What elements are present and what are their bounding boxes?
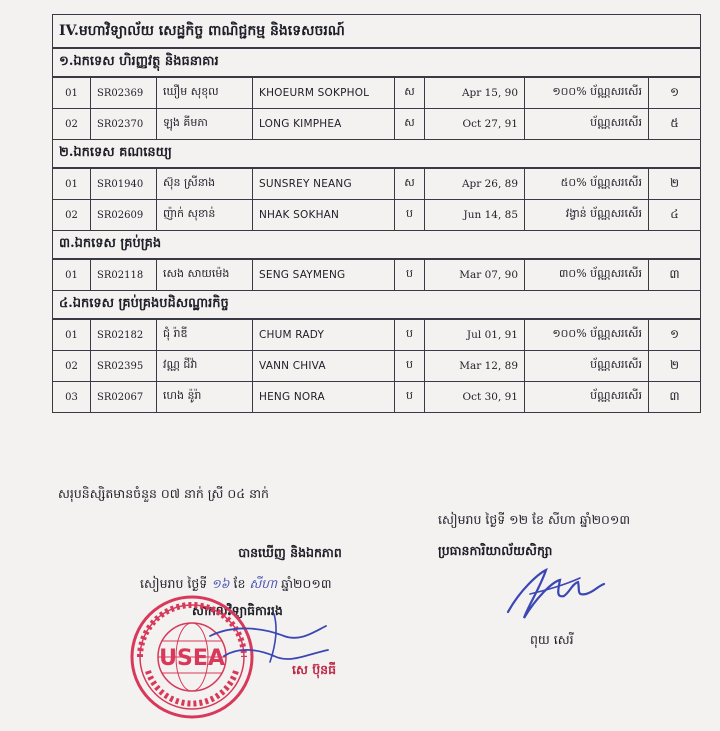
approval-name: សេ ប៊ុនធី — [292, 662, 337, 677]
khmer-name: ញ៉ាក់ សុខាន់ — [157, 200, 253, 231]
student-id: SR02609 — [91, 200, 157, 231]
khmer-name: ជុំ រ៉ាឌី — [157, 319, 253, 351]
table-row — [53, 382, 701, 413]
right-name: ពុយ សេរី — [530, 632, 574, 647]
rank: ៥ — [649, 109, 701, 140]
section-title: ២.ឯកទេស គណនេយ្យ — [53, 140, 701, 169]
latin-name: NHAK SOKHAN — [253, 200, 395, 231]
date-of-birth: Mar 07, 90 — [425, 259, 525, 291]
khmer-name: ឃឿម សុខុល — [157, 77, 253, 109]
student-id: SR02067 — [91, 382, 157, 413]
table-row — [53, 168, 701, 200]
faculty-header: IV.មហាវិទ្យាល័យ សេដ្ឋកិច្ច ពាណិជ្ជកម្ម និងទេសចរណ៍ — [53, 15, 701, 49]
row-number: 02 — [53, 109, 91, 140]
sex: ប — [395, 200, 425, 231]
date-of-birth: Apr 26, 89 — [425, 168, 525, 200]
table-row — [53, 319, 701, 351]
section-title: ១.ឯកទេស ហិរញ្ញវត្ថុ និងធនាគារ — [53, 48, 701, 77]
latin-name: KHOEURM SOKPHOL — [253, 77, 395, 109]
date-of-birth: Oct 27, 91 — [425, 109, 525, 140]
student-id: SR02395 — [91, 351, 157, 382]
row-number: 01 — [53, 319, 91, 351]
right-title: ប្រធានការិយាល័យសិក្សា — [438, 543, 553, 558]
student-id: SR02118 — [91, 259, 157, 291]
row-number: 02 — [53, 351, 91, 382]
grade: ៣០% ប័ណ្ណសរសើរ — [525, 259, 649, 291]
grade: ៥០% ប័ណ្ណសរសើរ — [525, 168, 649, 200]
sex: ស — [395, 168, 425, 200]
rank: ២ — [649, 351, 701, 382]
head-office-signature — [500, 560, 610, 630]
khmer-name: ហេង ន៉ូរ៉ា — [157, 382, 253, 413]
table-row — [53, 200, 701, 231]
row-number: 03 — [53, 382, 91, 413]
rank: ១ — [649, 319, 701, 351]
grade: ១០០% ប័ណ្ណសរសើរ — [525, 77, 649, 109]
rank: ៣ — [649, 382, 701, 413]
results-table — [52, 14, 701, 413]
section-header-row — [53, 48, 701, 77]
section-title: ៣.ឯកទេស គ្រប់គ្រង — [53, 231, 701, 260]
student-id: SR01940 — [91, 168, 157, 200]
table-row — [53, 109, 701, 140]
approval-date-month: សីហា — [249, 576, 278, 591]
approval-date-prefix: សៀមរាប ថ្ងៃទី — [140, 576, 208, 591]
section-title: ៤.ឯកទេស គ្រប់គ្រងបដិសណ្ឋារកិច្ច — [53, 291, 701, 320]
stamp-center-text: USEA — [159, 646, 225, 671]
date-of-birth: Jul 01, 91 — [425, 319, 525, 351]
student-id: SR02370 — [91, 109, 157, 140]
section-header-row — [53, 291, 701, 320]
latin-name: SENG SAYMENG — [253, 259, 395, 291]
section-header-row — [53, 231, 701, 260]
approval-date-month-prefix: ខែ — [233, 576, 246, 591]
sex: ប — [395, 382, 425, 413]
student-id: SR02369 — [91, 77, 157, 109]
row-number: 01 — [53, 259, 91, 291]
sex: ស — [395, 77, 425, 109]
faculty-header-row — [53, 15, 701, 49]
approval-date-year: ឆ្នាំ២០១៣ — [281, 576, 332, 591]
approval-role: សាកលវិទ្យាធិការរង — [192, 603, 283, 618]
student-summary: សរុបនិស្សិតមានចំនួន ០៧ នាក់ ស្រី ០៤ នាក់ — [58, 486, 269, 501]
khmer-name: វណ្ណ ជីវ៉ា — [157, 351, 253, 382]
sex: ប — [395, 351, 425, 382]
grade: ប័ណ្ណសរសើរ — [525, 351, 649, 382]
rank: ១ — [649, 77, 701, 109]
row-number: 01 — [53, 168, 91, 200]
khmer-name: ស៊ុន ស្រីនាង — [157, 168, 253, 200]
latin-name: HENG NORA — [253, 382, 395, 413]
rank: ៣ — [649, 259, 701, 291]
table-row — [53, 351, 701, 382]
row-number: 01 — [53, 77, 91, 109]
table-row — [53, 77, 701, 109]
date-of-birth: Oct 30, 91 — [425, 382, 525, 413]
latin-name: LONG KIMPHEA — [253, 109, 395, 140]
khmer-name: ឡុង គីមភា — [157, 109, 253, 140]
approval-date-day: ១៦ — [211, 576, 230, 591]
approval-heading: បានឃើញ និងឯកភាព — [238, 545, 342, 560]
latin-name: VANN CHIVA — [253, 351, 395, 382]
date-of-birth: Jun 14, 85 — [425, 200, 525, 231]
sex: ស — [395, 109, 425, 140]
right-signature-block — [438, 512, 700, 647]
grade: ប័ណ្ណសរសើរ — [525, 109, 649, 140]
row-number: 02 — [53, 200, 91, 231]
right-date: សៀមរាប ថ្ងៃទី ១២ ខែ សីហា ឆ្នាំ២០១៣ — [438, 512, 631, 527]
latin-name: CHUM RADY — [253, 319, 395, 351]
grade: ១០០% ប័ណ្ណសរសើរ — [525, 319, 649, 351]
table-row — [53, 259, 701, 291]
grade: ប័ណ្ណសរសើរ — [525, 382, 649, 413]
student-id: SR02182 — [91, 319, 157, 351]
khmer-name: សេង សាយម៉េង — [157, 259, 253, 291]
rank: ២ — [649, 168, 701, 200]
sex: ប — [395, 259, 425, 291]
date-of-birth: Apr 15, 90 — [425, 77, 525, 109]
rank: ៤ — [649, 200, 701, 231]
vice-rector-signature — [204, 606, 334, 676]
latin-name: SUNSREY NEANG — [253, 168, 395, 200]
sex: ប — [395, 319, 425, 351]
section-header-row — [53, 140, 701, 169]
grade: វង្វាន់ ប័ណ្ណសរសើរ — [525, 200, 649, 231]
results-sheet — [52, 14, 700, 413]
date-of-birth: Mar 12, 89 — [425, 351, 525, 382]
